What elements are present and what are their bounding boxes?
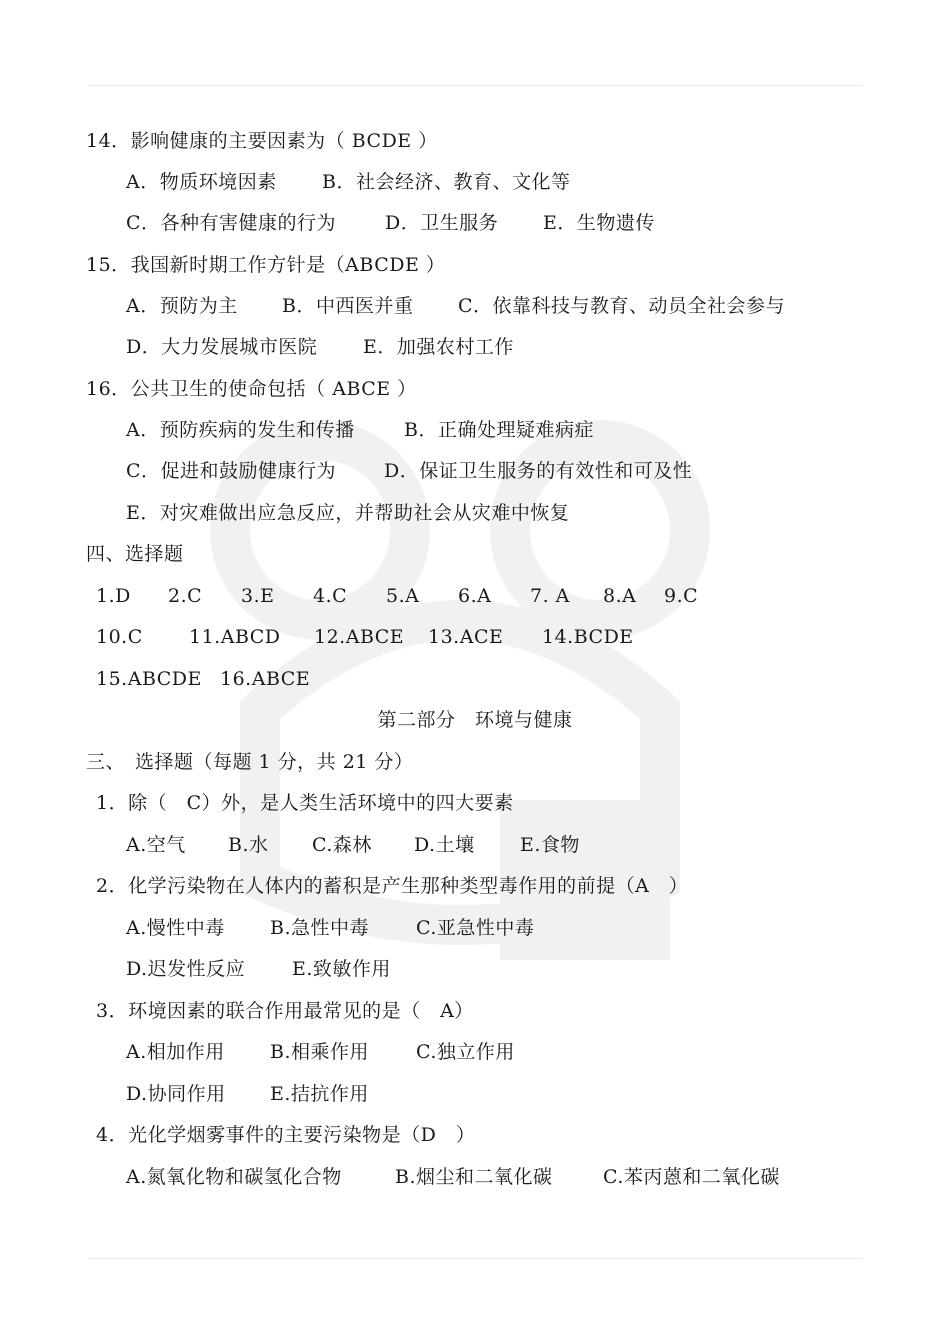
answer-item: 6.A bbox=[458, 585, 492, 607]
answer-item: 16.ABCE bbox=[220, 668, 311, 690]
part2-question-2-stem: 2．化学污染物在人体内的蓄积是产生那种类型毒作用的前提（A ） bbox=[96, 875, 689, 897]
answer-item: 10.C bbox=[96, 626, 143, 648]
q14-option-c: C．各种有害健康的行为 bbox=[126, 212, 337, 234]
answers-row-3 bbox=[96, 666, 310, 692]
p1-option-d: D.土壤 bbox=[414, 834, 475, 856]
answer-item: 4.C bbox=[313, 585, 348, 607]
q15-option-b: B．中西医并重 bbox=[282, 295, 414, 317]
p3-option-d: D.协同作用 bbox=[126, 1083, 226, 1105]
answer-item: 15.ABCDE bbox=[96, 668, 202, 690]
p2-option-b: B.急性中毒 bbox=[270, 917, 370, 939]
answer-item: 1.D bbox=[96, 585, 131, 607]
p2-option-c: C.亚急性中毒 bbox=[416, 917, 535, 939]
q15-option-d: D．大力发展城市医院 bbox=[126, 336, 318, 358]
q14-option-b: B．社会经济、教育、文化等 bbox=[322, 171, 571, 193]
answer-item: 5.A bbox=[386, 585, 420, 607]
p4-option-c: C.苯丙蒽和二氧化碳 bbox=[603, 1166, 780, 1188]
question-14-stem: 14．影响健康的主要因素为（ BCDE ） bbox=[86, 130, 438, 152]
p1-option-a: A.空气 bbox=[126, 834, 186, 856]
q16-option-b: B．正确处理疑难病症 bbox=[404, 419, 594, 441]
question-16-stem: 16．公共卫生的使命包括（ ABCE ） bbox=[86, 378, 417, 400]
part-2-title: 第二部分 环境与健康 bbox=[377, 709, 573, 731]
p2-option-e: E.致敏作用 bbox=[292, 958, 391, 980]
q14-option-e: E．生物遗传 bbox=[543, 212, 655, 234]
p1-option-e: E.食物 bbox=[520, 834, 580, 856]
q16-option-a: A．预防疾病的发生和传播 bbox=[126, 419, 355, 441]
p1-option-c: C.森林 bbox=[312, 834, 372, 856]
p1-option-b: B.水 bbox=[228, 834, 269, 856]
answer-item: 3.E bbox=[241, 585, 275, 607]
answer-item: 9.C bbox=[664, 585, 699, 607]
question-15-stem: 15．我国新时期工作方针是（ABCDE ） bbox=[86, 254, 446, 276]
answer-item: 14.BCDE bbox=[542, 626, 634, 648]
section-4-title: 四、选择题 bbox=[86, 543, 184, 565]
p2-option-a: A.慢性中毒 bbox=[126, 917, 225, 939]
q15-option-c: C．依靠科技与教育、动员全社会参与 bbox=[458, 295, 786, 317]
p4-option-b: B.烟尘和二氧化碳 bbox=[395, 1166, 553, 1188]
section-3-title: 三、 选择题（每题 1 分，共 21 分） bbox=[86, 751, 414, 773]
p3-option-b: B.相乘作用 bbox=[270, 1041, 370, 1063]
answer-item: 12.ABCE bbox=[314, 626, 405, 648]
p3-option-a: A.相加作用 bbox=[126, 1041, 225, 1063]
q16-option-d: D．保证卫生服务的有效性和可及性 bbox=[384, 460, 693, 482]
p4-option-a: A.氮氧化物和碳氢化合物 bbox=[126, 1166, 342, 1188]
q16-option-c: C．促进和鼓励健康行为 bbox=[126, 460, 337, 482]
p3-option-c: C.独立作用 bbox=[416, 1041, 515, 1063]
q16-option-e: E．对灾难做出应急反应，并帮助社会从灾难中恢复 bbox=[126, 502, 570, 524]
p3-option-e: E.拮抗作用 bbox=[270, 1083, 369, 1105]
header-rule bbox=[88, 85, 863, 86]
footer-rule bbox=[88, 1258, 863, 1259]
answer-item: 11.ABCD bbox=[189, 626, 281, 648]
answers-row-2 bbox=[96, 624, 634, 650]
part2-question-3-stem: 3．环境因素的联合作用最常见的是（ A） bbox=[96, 1000, 474, 1022]
part2-question-4-stem: 4．光化学烟雾事件的主要污染物是（D ） bbox=[96, 1124, 476, 1146]
answer-item: 8.A bbox=[603, 585, 637, 607]
part2-question-1-stem: 1．除（ C）外，是人类生活环境中的四大要素 bbox=[96, 792, 514, 814]
q15-option-e: E．加强农村工作 bbox=[363, 336, 514, 358]
q14-option-d: D．卫生服务 bbox=[385, 212, 499, 234]
answer-item: 7. A bbox=[530, 585, 570, 607]
q15-option-a: A．预防为主 bbox=[126, 295, 238, 317]
q14-option-a: A．物质环境因素 bbox=[126, 171, 277, 193]
answers-row-1 bbox=[96, 583, 698, 609]
p2-option-d: D.迟发性反应 bbox=[126, 958, 246, 980]
answer-item: 2.C bbox=[168, 585, 203, 607]
answer-item: 13.ACE bbox=[428, 626, 504, 648]
